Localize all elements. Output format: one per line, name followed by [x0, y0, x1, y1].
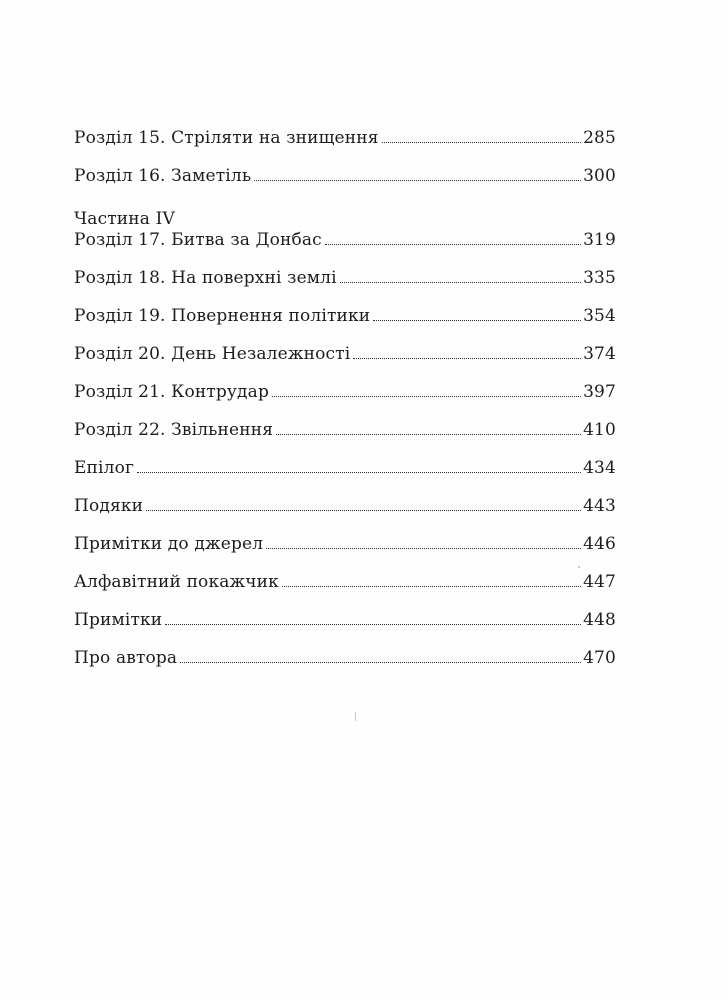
toc-entry-title: Розділ 21. Контрудар	[74, 382, 269, 402]
toc-entry-page: 447	[583, 572, 616, 592]
toc-entry-chapter-20	[74, 344, 616, 382]
toc-entry-chapter-16	[74, 166, 616, 204]
toc-entry-title: Розділ 18. На поверхні землі	[74, 268, 337, 288]
toc-entry-source-notes	[74, 534, 616, 572]
toc-entry-chapter-22	[74, 420, 616, 458]
toc-entry-chapter-18	[74, 268, 616, 306]
dot-leader	[272, 396, 581, 397]
toc-entry-notes	[74, 610, 616, 648]
toc-entry-page: 335	[583, 268, 616, 288]
scan-speck	[578, 566, 580, 568]
toc-entry-title: Розділ 15. Стріляти на знищення	[74, 128, 379, 148]
toc-entry-page: 374	[583, 344, 616, 364]
dot-leader	[353, 358, 581, 359]
dot-leader	[382, 142, 582, 143]
toc-entry-title: Примітки	[74, 610, 163, 630]
toc-entry-about-author	[74, 648, 616, 686]
toc-entry-page: 446	[583, 534, 616, 554]
toc-entry-index	[74, 572, 616, 610]
toc-entry-chapter-15	[74, 128, 616, 166]
toc-entry-acknowledgements	[74, 496, 616, 534]
dot-leader	[373, 320, 581, 321]
toc-entry-epilogue	[74, 458, 616, 496]
toc-entry-page: 397	[583, 382, 616, 402]
toc-entry-title: Епілог	[74, 458, 135, 478]
dot-leader	[325, 244, 581, 245]
toc-entry-title: Про автора	[74, 648, 178, 668]
dot-leader	[146, 510, 581, 511]
dot-leader	[254, 180, 581, 181]
dot-leader	[165, 624, 581, 625]
toc-entry-page: 300	[583, 166, 616, 186]
dot-leader	[282, 586, 581, 587]
toc-entry-title: Алфавітний покажчик	[74, 572, 279, 592]
toc-entry-page: 354	[583, 306, 616, 326]
dot-leader	[180, 662, 581, 663]
toc-entry-page: 470	[583, 648, 616, 668]
toc-entry-page: 434	[583, 458, 616, 478]
toc-entry-page: 448	[583, 610, 616, 630]
toc-entry-page: 319	[583, 230, 616, 250]
toc-entry-chapter-21	[74, 382, 616, 420]
toc-entry-title: Розділ 20. День Незалежності	[74, 344, 351, 364]
table-of-contents	[74, 128, 616, 686]
part-heading: Частина IV	[74, 209, 175, 229]
dot-leader	[340, 282, 581, 283]
toc-entry-title: Примітки до джерел	[74, 534, 264, 554]
toc-entry-title: Розділ 16. Заметіль	[74, 166, 252, 186]
toc-entry-title: Розділ 19. Повернення політики	[74, 306, 371, 326]
toc-entry-title: Розділ 22. Звільнення	[74, 420, 274, 440]
toc-entry-page: 410	[583, 420, 616, 440]
toc-entry-chapter-17	[74, 230, 616, 268]
scan-speck	[355, 712, 356, 721]
toc-entry-chapter-19	[74, 306, 616, 344]
toc-entry-title: Подяки	[74, 496, 144, 516]
dot-leader	[266, 548, 581, 549]
dot-leader	[276, 434, 581, 435]
toc-entry-page: 285	[583, 128, 616, 148]
toc-entry-page: 443	[583, 496, 616, 516]
dot-leader	[137, 472, 581, 473]
toc-entry-title: Розділ 17. Битва за Донбас	[74, 230, 322, 250]
